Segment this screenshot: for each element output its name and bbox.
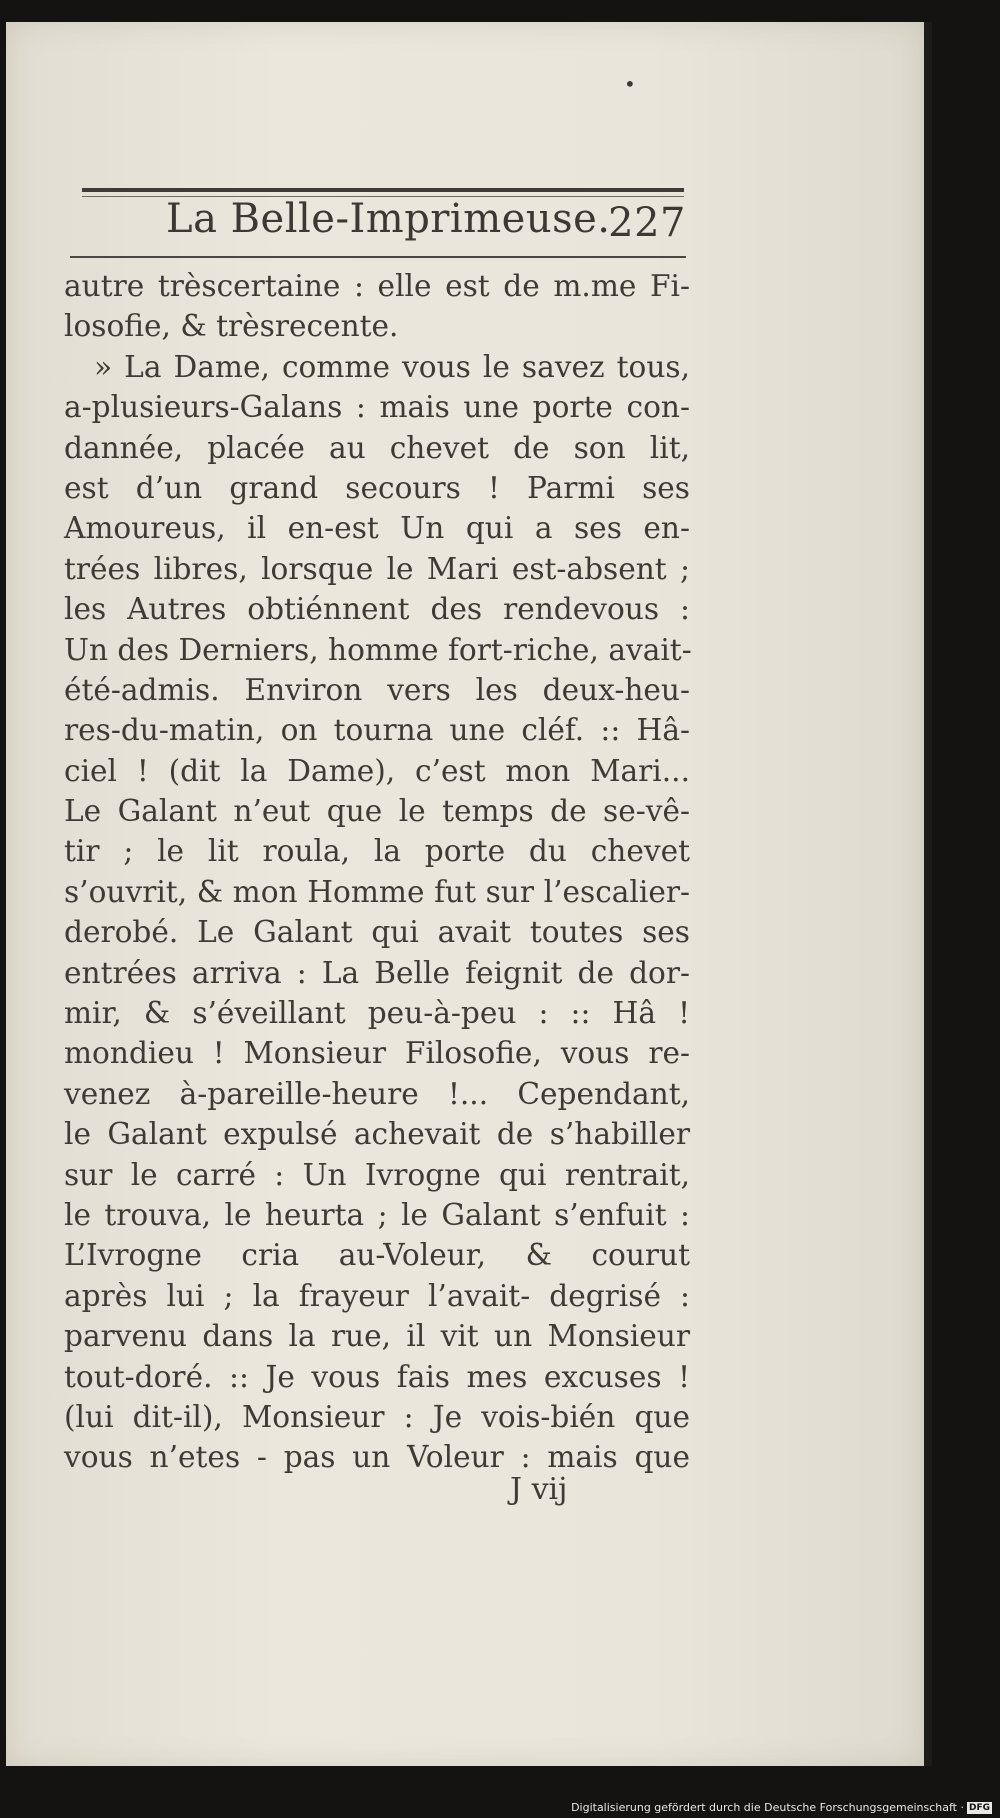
running-title: La Belle-Imprimeuse. bbox=[166, 196, 611, 242]
text-line: L’Ivrogne cria au-Voleur, & courut bbox=[64, 1238, 690, 1273]
text-line: autre trèscertaine : elle est de m.me Fi- bbox=[64, 269, 690, 303]
text-line: est d’un grand secours ! Parmi ses bbox=[64, 470, 690, 505]
running-head bbox=[166, 196, 686, 252]
text-line: losofie, & trèsrecente. bbox=[64, 309, 399, 344]
text-line: parvenu dans la rue, il vit un Monsieur bbox=[64, 1319, 690, 1354]
text-line: derobé. Le Galant qui avait toutes ses bbox=[64, 915, 690, 950]
text-line: Amoureus, il en-est Un qui a ses en- bbox=[64, 511, 690, 546]
credit-text: Digitalisierung gefördert durch die Deutsche Forschungsgemeinschaft · bbox=[571, 1801, 964, 1814]
text-line: mondieu ! Monsieur Filosofie, vous re- bbox=[64, 1036, 690, 1071]
text-line: le trouva, le heurta ; le Galant s’enfuit : bbox=[64, 1197, 690, 1232]
body-text bbox=[64, 266, 690, 1478]
digitization-credit bbox=[571, 1801, 992, 1814]
text-line: s’ouvrit, & mon Homme fut sur l’escalier- bbox=[64, 874, 690, 909]
page-edge-shadow bbox=[924, 22, 932, 1766]
text-line: a-plusieurs-Galans : mais une porte con- bbox=[64, 390, 690, 425]
text-line: tir ; le lit roula, la porte du chevet bbox=[64, 834, 690, 869]
text-line: sur le carré : Un Ivrogne qui rentrait, bbox=[64, 1157, 690, 1192]
text-line: Un des Derniers, homme fort-riche, avait- bbox=[64, 632, 692, 667]
text-line: » La Dame, comme vous le savez tous, bbox=[94, 349, 690, 384]
header-rule-bottom bbox=[70, 256, 686, 258]
text-line: res-du-matin, on tourna une cléf. :: Hâ- bbox=[64, 713, 690, 748]
text-line: dannée, placée au chevet de son lit, bbox=[64, 430, 690, 465]
catchword: J vij bbox=[510, 1472, 568, 1507]
text-line: après lui ; la frayeur l’avait- degrisé : bbox=[64, 1278, 690, 1313]
text-line: Le Galant n’eut que le temps de se-vê- bbox=[64, 794, 690, 829]
text-line: trées libres, lorsque le Mari est-absent ; bbox=[64, 551, 690, 586]
header-rule-top bbox=[82, 188, 684, 192]
text-line: les Autres obtiénnent des rendevous : bbox=[64, 592, 690, 627]
printer-mark: • bbox=[624, 72, 636, 96]
text-line: (lui dit-il), Monsieur : Je vois-bién que bbox=[64, 1399, 690, 1434]
text-line: ciel ! (dit la Dame), c’est mon Mari... bbox=[64, 753, 690, 788]
text-line: mir, & s’éveillant peu-à-peu : :: Hâ ! bbox=[64, 996, 690, 1031]
dfg-logo: DFG bbox=[968, 1802, 990, 1813]
text-line: venez à-pareille-heure !... Cependant, bbox=[64, 1076, 690, 1111]
page-number: 227 bbox=[608, 200, 686, 246]
text-line: le Galant expulsé achevait de s’habiller bbox=[64, 1117, 690, 1152]
text-line: vous n’etes - pas un Voleur : mais que bbox=[64, 1440, 690, 1475]
text-line: entrées arriva : La Belle feignit de dor- bbox=[64, 955, 690, 990]
text-line: tout-doré. :: Je vous fais mes excuses ! bbox=[64, 1359, 690, 1394]
text-line: été-admis. Environ vers les deux-heu- bbox=[64, 672, 690, 707]
